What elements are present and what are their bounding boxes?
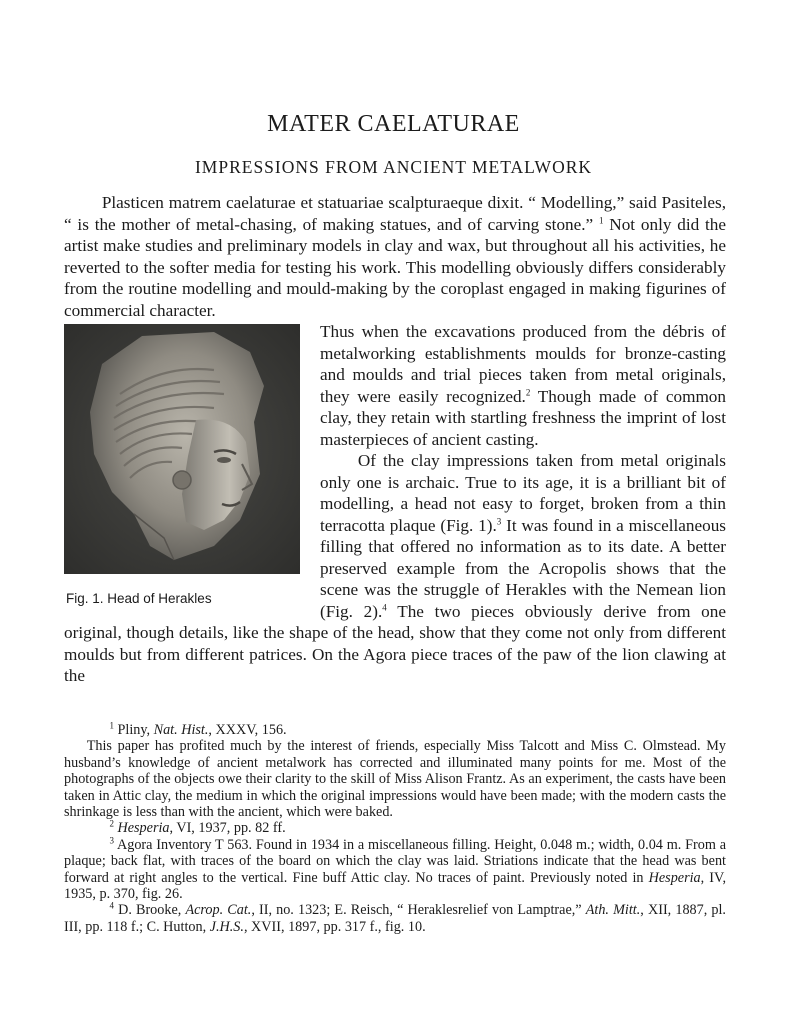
body-text-segment: Thus when the excavations produced from the débris of metalworking establishments moulds for bronze-casting and moulds and trial pieces taken from metal originals, they were easily recognized. [320, 322, 726, 406]
footnote-text: , XVII, 1897, pp. 317 f., fig. 10. [243, 918, 426, 935]
footnote-1 [64, 722, 726, 738]
footnote-ref[interactable]: 4 [382, 601, 387, 612]
body-text-segment: It was found in a miscellaneous filling that offered no information as to its date. A better preserved example from the Acropolis shows that the scene was the struggle of Herakles with the Nemean lion (Fig. 2). [320, 515, 726, 621]
footnote-title: Ath. Mitt. [585, 902, 641, 919]
body-paragraph [64, 192, 726, 321]
article-body [64, 192, 726, 687]
footnote-text: Agora Inventory T 563. Found in 1934 in a miscellaneous filling. Height, 0.048 m.; width, 0.04 m. From a plaque; back flat, with traces of the board on which the clay was laid. Striations indicate that the head was bent forward at right angles to the vertical. Fine buff Attic clay. No traces of paint. Previously noted in [64, 836, 726, 886]
body-text-segment: Of the clay impressions taken from metal originals only one is archaic. True to its age, it is a brilliant bit of modelling, a head not easy to forget, broken from a thin terracotta plaque (Fig. 1). [320, 451, 726, 535]
figure-1 [64, 324, 320, 616]
footnote-title: Hesperia [117, 820, 170, 837]
footnote-text: , XII, 1887, pl. III, pp. 118 f.; C. Hutton, [64, 902, 726, 935]
footnote-ref[interactable]: 3 [496, 515, 502, 526]
footnote-3 [64, 837, 726, 903]
footnote-number: 3 [109, 835, 114, 846]
footnote-text: , II, no. 1323; E. Reisch, “ Heraklesrelief von Lamptrae,” [251, 902, 586, 919]
footnotes [64, 722, 726, 935]
article-subtitle: IMPRESSIONS FROM ANCIENT METALWORK [194, 157, 593, 177]
figure-caption: Fig. 1. Head of Herakles [66, 591, 212, 606]
footnote-number: 4 [109, 900, 114, 911]
footnote-title: Acrop. Cat. [185, 902, 252, 919]
footnote-title: J.H.S. [209, 918, 244, 935]
body-text-segment: Though made of common clay, they retain with startling freshness the imprint of lost masterpieces of ancient casting. [320, 386, 726, 449]
footnote-text: Pliny, [113, 722, 154, 738]
footnote-title: Nat. Hist. [153, 722, 209, 738]
footnote-text: , VI, 1937, pp. 82 ff. [169, 820, 286, 837]
footnote-ref[interactable]: 2 [525, 386, 531, 397]
body-text-segment: Not only did the artist make studies and preliminary models in clay and wax, but throughout all his activities, he reverted to the softer media for testing his work. This modelling obviously differs considerably from the routine modelling and mould-making by the coroplast engaged in making figurines of commercial character. [64, 214, 726, 320]
footnote-number: 2 [109, 818, 114, 829]
footnote-text: , IV, 1935, p. 370, fig. 26. [64, 869, 726, 903]
footnote-4 [64, 902, 726, 935]
footnote-1-continued: This paper has profited much by the interest of friends, especially Miss Talcott and Miss C. Olmstead. My husband’s knowledge of ancient metalwork has corrected and illuminated many points for me. Most of the photographs of the objects owe their clarity to the skill of Miss Alison Frantz. As an experiment, the casts have been taken in Attic clay, the medium in which the original impressions would have been made; with the modern casts the shrinkage is less than with the ancient, which were baked. [64, 738, 726, 821]
body-text-segment: Plasticen matrem caelaturae et statuariae scalpturaeque dixit. “ Modelling,” said Pasiteles, “ is the mother of metal-chasing, of making statues, and of carving stone.” [64, 193, 726, 234]
footnote-2 [64, 820, 726, 836]
footnote-text: D. Brooke, [113, 902, 186, 919]
footnote-ref[interactable]: 1 [599, 214, 604, 225]
footnote-title: Hesperia [648, 869, 701, 886]
article-title: MATER CAELATURAE [267, 111, 520, 137]
body-text-segment: The two pieces obviously derive from one original, though details, like the shape of the head, show that they come not only from different moulds but from different patrices. On the Agora piece traces of the paw of the lion clawing at the [64, 601, 727, 685]
herakles-head-photo [64, 324, 300, 574]
footnote-text: , XXXV, 156. [208, 722, 287, 738]
footnote-number: 1 [109, 720, 114, 731]
